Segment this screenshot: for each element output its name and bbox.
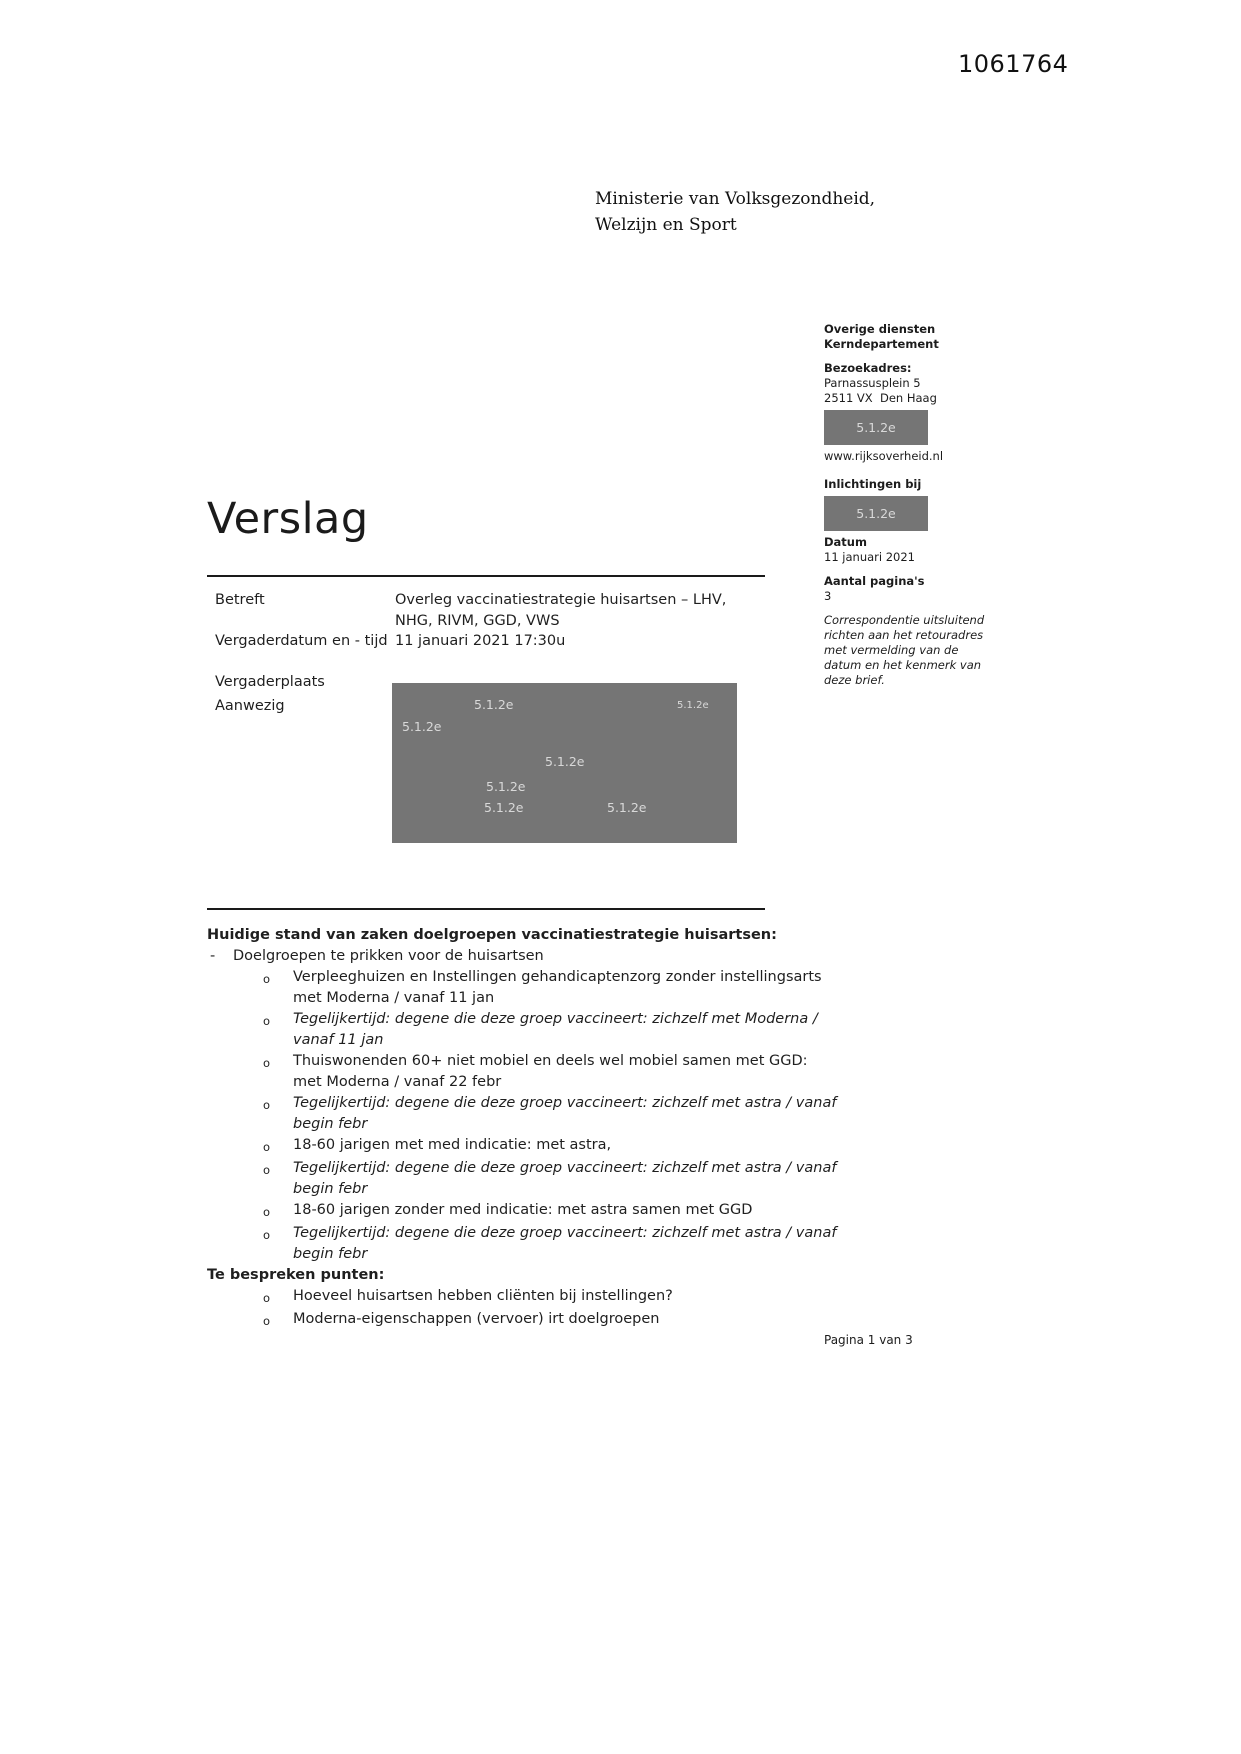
list-item <box>207 1135 847 1158</box>
date-label: Datum <box>824 535 867 549</box>
page-title: Verslag <box>207 494 369 544</box>
page-count-value: 3 <box>824 589 832 603</box>
vergaderdatum-value: 11 januari 2021 17:30u <box>395 633 566 649</box>
inquiries-label: Inlichtingen bij <box>824 477 922 491</box>
list-item-text: Tegelijkertijd: degene die deze groep vaccineert: zichzelf met astra / vanaf begin febr <box>293 1225 837 1262</box>
bullet-marker: o <box>263 1314 271 1328</box>
aanwezig-label: Aanwezig <box>215 698 285 714</box>
divider-top <box>207 575 765 577</box>
bullet-marker: o <box>263 1014 271 1028</box>
bullet-marker: o <box>263 1098 271 1112</box>
website-text: www.rijksoverheid.nl <box>824 449 944 463</box>
redaction-label: 5.1.2e <box>474 697 514 712</box>
list-item-text: 18-60 jarigen met med indicatie: met astra, <box>293 1137 612 1153</box>
list-item-text: Thuiswonenden 60+ niet mobiel en deels wel mobiel samen met GGD: met Moderna / vanaf 22 febr <box>293 1053 808 1090</box>
sidebar <box>824 322 996 688</box>
bullet-marker: o <box>263 1205 271 1219</box>
sidebar-department-line-1: Overige diensten <box>824 322 936 336</box>
redaction-label: 5.1.2e <box>484 800 524 815</box>
document-number: 1061764 <box>958 50 1069 78</box>
redaction-box-attendees <box>392 683 737 843</box>
ministry-name <box>595 186 875 238</box>
intro-text: Doelgroepen te prikken voor de huisartsen <box>233 948 544 964</box>
list-item <box>207 1009 847 1051</box>
date-value: 11 januari 2021 <box>824 550 916 564</box>
redaction-label: 5.1.2e <box>856 506 896 521</box>
list-item <box>207 1158 847 1200</box>
sidebar-department-line-2: Kerndepartement <box>824 337 939 351</box>
redaction-label: 5.1.2e <box>402 719 442 734</box>
bullet-marker: o <box>263 972 271 986</box>
list-item-text: Tegelijkertijd: degene die deze groep vaccineert: zichzelf met astra / vanaf begin febr <box>293 1160 837 1197</box>
bullet-marker: o <box>263 1163 271 1177</box>
betreft-value: Overleg vaccinatiestrategie huisartsen – LHV, NHG, RIVM, GGD, VWS <box>395 592 727 629</box>
ministry-line-2: Welzijn en Sport <box>595 215 737 235</box>
list-item <box>207 1309 847 1332</box>
redaction-box-contact <box>824 410 928 445</box>
visit-address-city: 2511 VX Den Haag <box>824 391 937 405</box>
bullet-marker: o <box>263 1228 271 1242</box>
betreft-label: Betreft <box>215 592 265 608</box>
divider-bottom <box>207 908 765 910</box>
visit-address-street: Parnassusplein 5 <box>824 376 921 390</box>
section-heading-current-status: Huidige stand van zaken doelgroepen vaccinatiestrategie huisartsen: <box>207 927 777 943</box>
list-item <box>207 1051 847 1093</box>
redaction-label: 5.1.2e <box>856 420 896 435</box>
bullet-marker: o <box>263 1291 271 1305</box>
list-item <box>207 1200 847 1223</box>
main-content <box>207 925 847 1332</box>
list-item-text: 18-60 jarigen zonder med indicatie: met astra samen met GGD <box>293 1202 753 1218</box>
list-item-text: Verpleeghuizen en Instellingen gehandicaptenzorg zonder instellingsarts met Moderna / vanaf 11 jan <box>293 969 822 1006</box>
page-footer: Pagina 1 van 3 <box>824 1333 913 1347</box>
page-count-label: Aantal pagina's <box>824 574 925 588</box>
vergaderplaats-label: Vergaderplaats <box>215 674 325 690</box>
redaction-label: 5.1.2e <box>607 800 647 815</box>
visit-address-label: Bezoekadres: <box>824 361 912 375</box>
list-item-text: Hoeveel huisartsen hebben cliënten bij instellingen? <box>293 1288 673 1304</box>
redaction-label: 5.1.2e <box>677 700 709 711</box>
list-item <box>207 1286 847 1309</box>
section-heading-discussion-points: Te bespreken punten: <box>207 1267 385 1283</box>
vergaderdatum-label: Vergaderdatum en - tijd <box>215 633 388 649</box>
correspondence-note: Correspondentie uitsluitend richten aan het retouradres met vermelding van de datum en het kenmerk van deze brief. <box>824 613 985 687</box>
list-item-text: Tegelijkertijd: degene die deze groep vaccineert: zichzelf met Moderna / vanaf 11 jan <box>293 1011 818 1048</box>
list-item <box>207 967 847 1009</box>
list-item-text: Tegelijkertijd: degene die deze groep vaccineert: zichzelf met astra / vanaf begin febr <box>293 1095 837 1132</box>
bullet-marker: o <box>263 1056 271 1070</box>
list-item <box>207 1093 847 1135</box>
list-item-text: Moderna-eigenschappen (vervoer) irt doelgroepen <box>293 1311 660 1327</box>
dash-marker: - <box>210 948 216 964</box>
list-item-intro <box>207 946 847 967</box>
redaction-box-inquiries <box>824 496 928 531</box>
redaction-label: 5.1.2e <box>545 754 585 769</box>
ministry-line-1: Ministerie van Volksgezondheid, <box>595 189 876 209</box>
redaction-label: 5.1.2e <box>486 779 526 794</box>
list-item <box>207 1223 847 1265</box>
bullet-marker: o <box>263 1140 271 1154</box>
